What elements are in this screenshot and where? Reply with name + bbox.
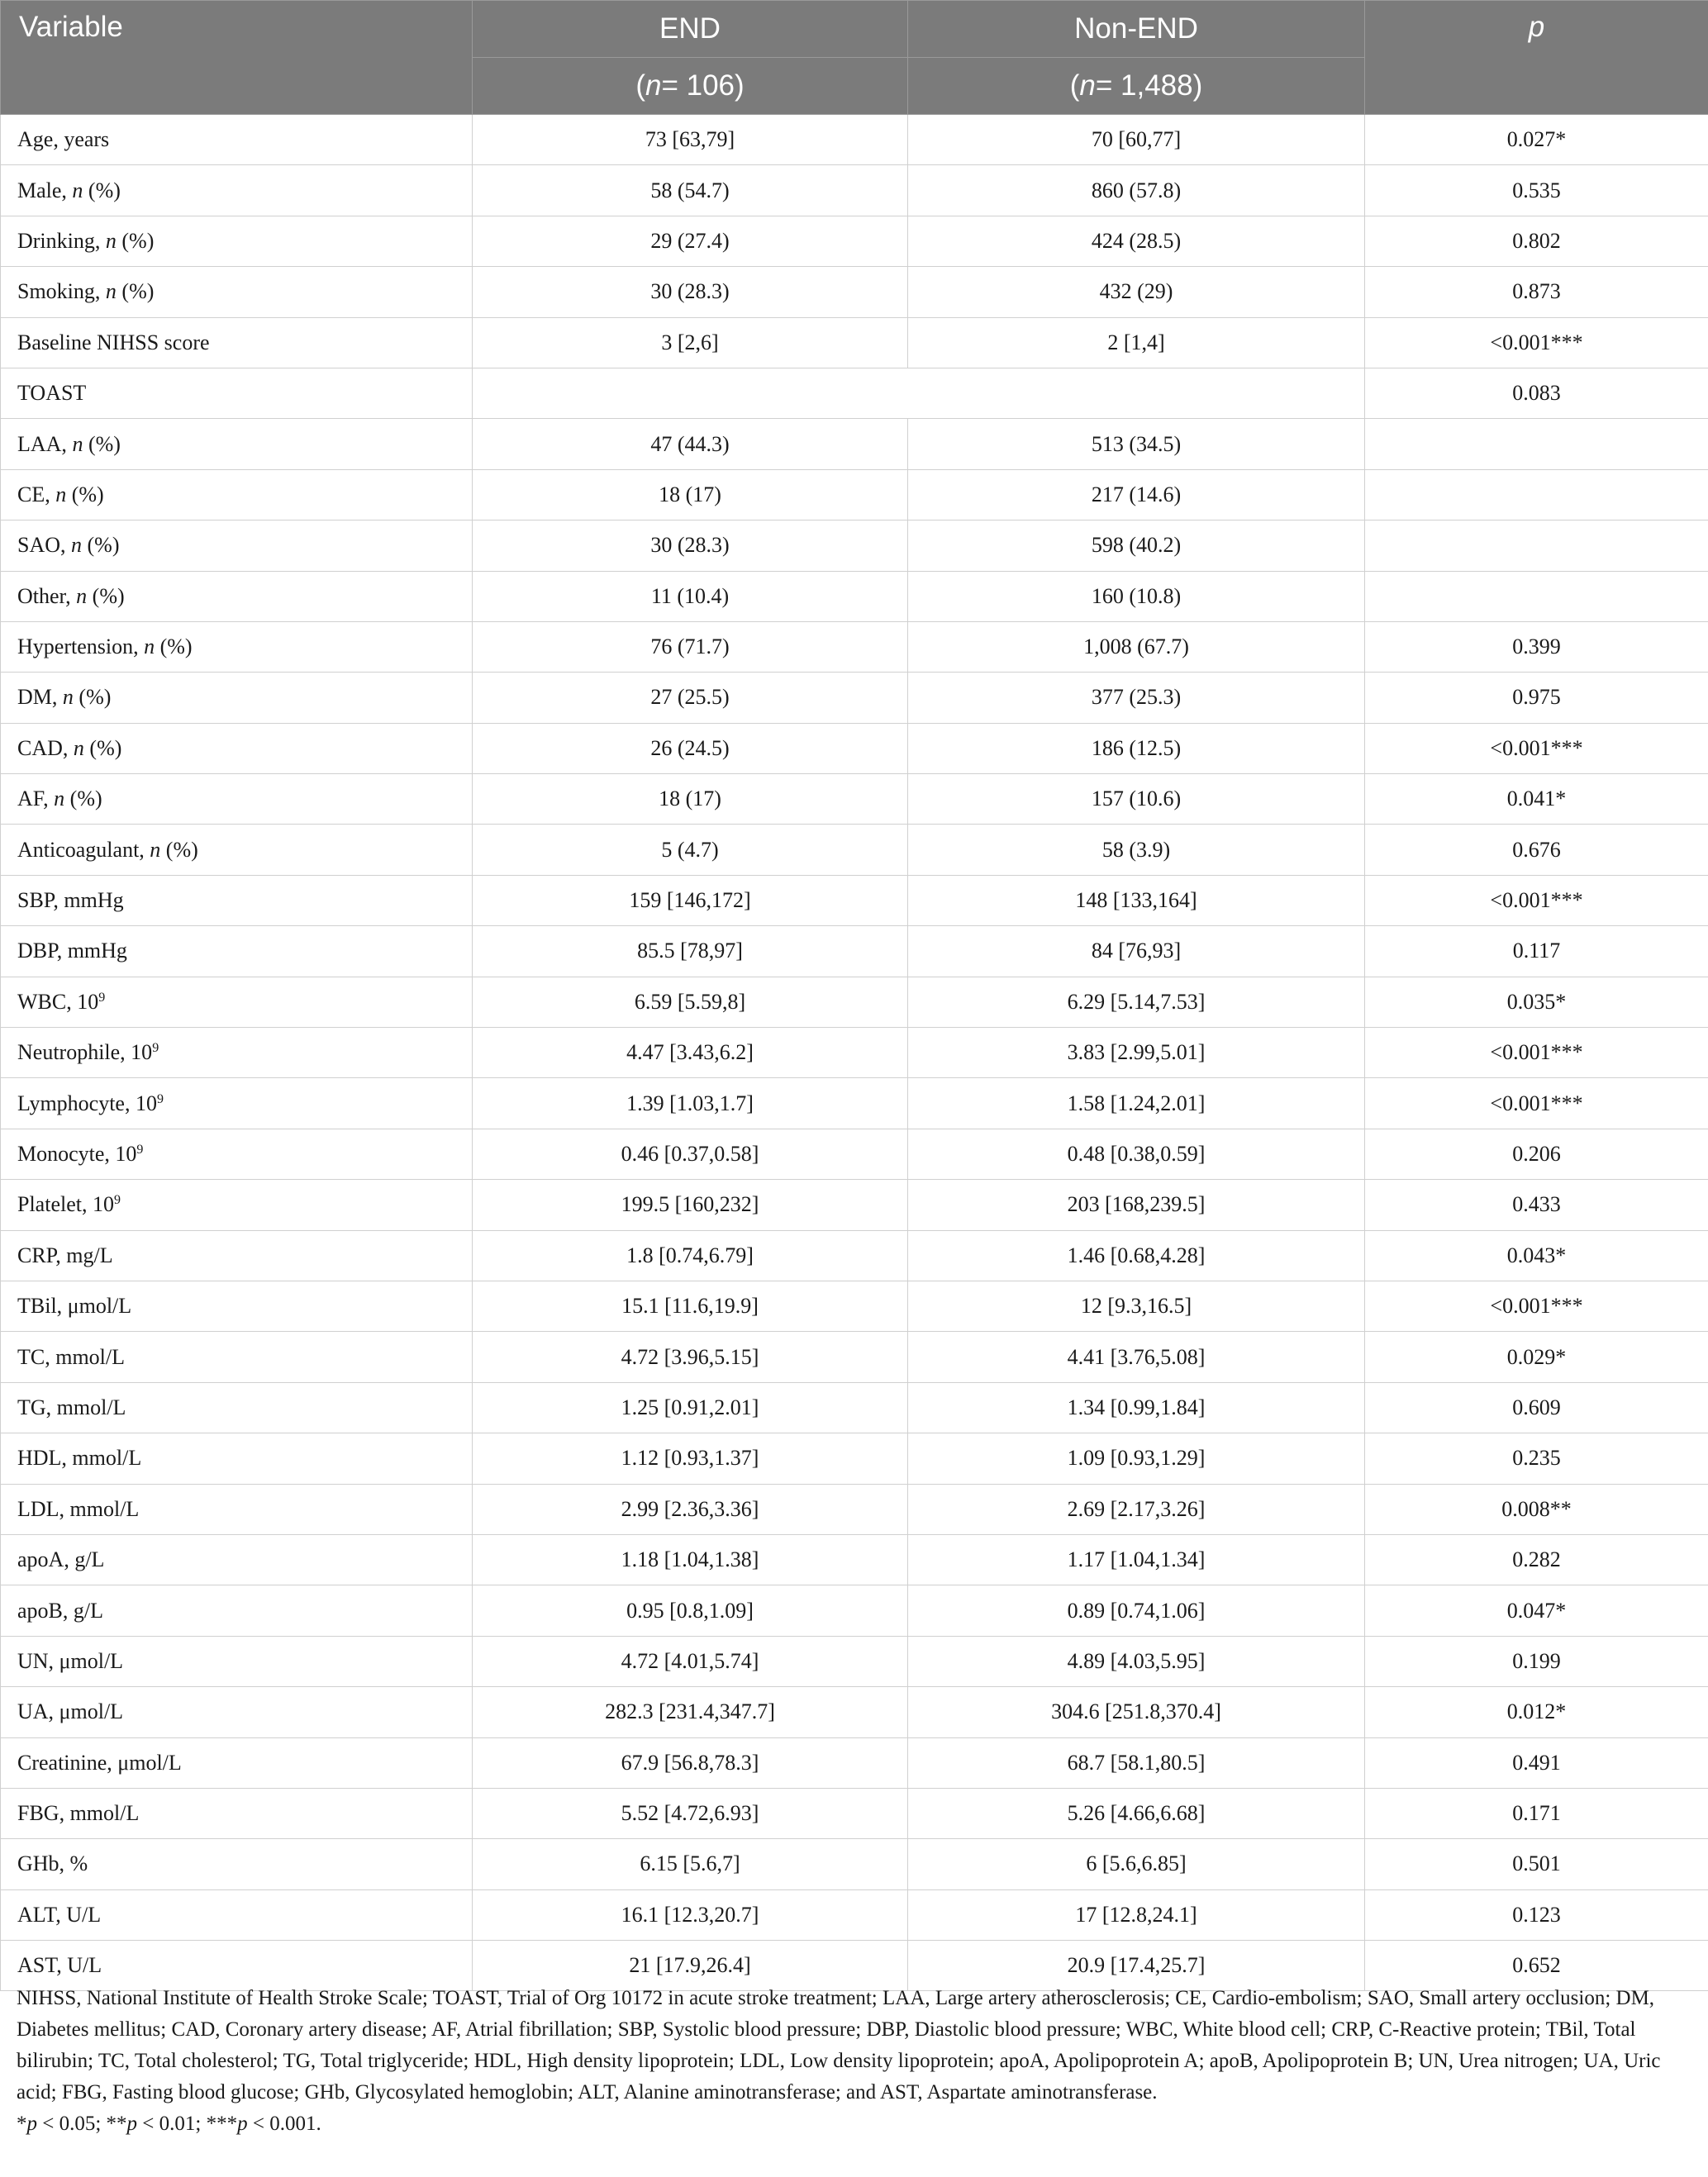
table-row: [1, 1839, 1708, 1889]
cell-variable: [1, 1585, 473, 1636]
cell-non-end: 3.83 [2.99,5.01]: [908, 1028, 1365, 1078]
cell-non-end: 12 [9.3,16.5]: [908, 1281, 1365, 1331]
footnote-abbreviations: NIHSS, National Institute of Health Stroke Scale; TOAST, Trial of Org 10172 in acute stroke treatment; LAA, Large artery atherosclerosis; CE, Cardio-embolism; SAO, Small artery occlusion; DM, Diabetes mellitus; CAD, Coronary artery disease; AF, Atrial fibrillation; SBP, Systolic blood pressure; DBP, Diastolic blood pressure; WBC, White blood cell; CRP, C-Reactive protein; TBil, Total bilirubin; TC, Total cholesterol; TG, Total triglyceride; HDL, High density lipoprotein; LDL, Low density lipoprotein; apoA, Apolipoprotein A; apoB, Apolipoprotein B; UN, Urea nitrogen; UA, Uric acid; FBG, Fasting blood glucose; GHb, Glycosylated hemoglobin; ALT, Alanine aminotransferase; and AST, Aspartate aminotransferase.: [17, 1987, 1661, 2103]
variable-suffix: (%): [87, 583, 125, 608]
cell-p: 0.171: [1365, 1788, 1708, 1838]
cell-non-end: 304.6 [251.8,370.4]: [908, 1687, 1365, 1737]
sig-3-p: p: [237, 2113, 248, 2135]
table-row: [1, 520, 1708, 571]
variable-italic: n: [55, 482, 67, 506]
table-row: [1, 419, 1708, 469]
table-row: [1, 1078, 1708, 1129]
table-row: [1, 368, 1708, 418]
cell-variable: [1, 1636, 473, 1686]
variable-text: GHb, %: [17, 1851, 88, 1876]
table-row: [1, 723, 1708, 773]
cell-end: 58 (54.7): [473, 165, 908, 216]
cell-end: 5 (4.7): [473, 825, 908, 875]
cell-end: 0.95 [0.8,1.09]: [473, 1585, 908, 1636]
cell-variable: [1, 1028, 473, 1078]
cell-p: 0.123: [1365, 1889, 1708, 1940]
cell-variable: [1, 977, 473, 1027]
variable-text: AF,: [17, 787, 55, 811]
cell-variable: [1, 571, 473, 621]
variable-italic: n: [73, 735, 84, 760]
cell-p: <0.001***: [1365, 1078, 1708, 1129]
variable-text: AST, U/L: [17, 1953, 102, 1978]
table-row: [1, 875, 1708, 925]
cell-p: [1365, 571, 1708, 621]
cell-non-end: 17 [12.8,24.1]: [908, 1889, 1365, 1940]
cell-end: 1.25 [0.91,2.01]: [473, 1382, 908, 1433]
table-row: [1, 115, 1708, 165]
table-row: [1, 317, 1708, 368]
cell-p: 0.975: [1365, 673, 1708, 723]
cell-p: [1365, 469, 1708, 520]
variable-suffix: (%): [82, 533, 120, 558]
variable-text: HDL, mmol/L: [17, 1446, 142, 1471]
table-row: [1, 1737, 1708, 1788]
cell-p: 0.609: [1365, 1382, 1708, 1433]
footnote-significance: [17, 2108, 1694, 2140]
variable-suffix: (%): [160, 837, 198, 862]
cell-variable: [1, 774, 473, 825]
cell-end: 85.5 [78,97]: [473, 926, 908, 977]
variable-italic: n: [150, 837, 161, 862]
variable-text: Smoking,: [17, 279, 106, 304]
cell-p: 0.047*: [1365, 1585, 1708, 1636]
header-end: END: [473, 1, 908, 58]
cell-end: 6.15 [5.6,7]: [473, 1839, 908, 1889]
variable-text: Drinking,: [17, 228, 106, 253]
cell-non-end: 20.9 [17.4,25.7]: [908, 1941, 1365, 1991]
header-non-end-n-value: = 1,488: [1095, 69, 1193, 102]
variable-text: SBP, mmHg: [17, 888, 124, 913]
cell-variable: [1, 1484, 473, 1534]
cell-non-end: 5.26 [4.66,6.68]: [908, 1788, 1365, 1838]
variable-text: Lymphocyte, 10: [17, 1091, 157, 1115]
header-non-end-n: (n= 1,488): [908, 58, 1365, 115]
table-row: [1, 774, 1708, 825]
cell-end: 6.59 [5.59,8]: [473, 977, 908, 1027]
cell-end: 4.72 [4.01,5.74]: [473, 1636, 908, 1686]
cell-variable: [1, 115, 473, 165]
cell-p: 0.029*: [1365, 1332, 1708, 1382]
variable-suffix: (%): [116, 279, 155, 304]
cell-merged-empty: [473, 368, 1365, 418]
cell-end: 76 (71.7): [473, 621, 908, 672]
cell-variable: [1, 267, 473, 317]
cell-non-end: 4.89 [4.03,5.95]: [908, 1636, 1365, 1686]
variable-text: DBP, mmHg: [17, 939, 127, 963]
cell-end: 159 [146,172]: [473, 875, 908, 925]
table-row: [1, 977, 1708, 1027]
variable-italic: n: [144, 635, 155, 659]
cell-variable: [1, 1281, 473, 1331]
cell-p: <0.001***: [1365, 1281, 1708, 1331]
cell-end: 1.8 [0.74,6.79]: [473, 1230, 908, 1281]
variable-superscript: 9: [152, 1041, 159, 1056]
variable-text: Platelet, 10: [17, 1192, 114, 1217]
cell-end: 16.1 [12.3,20.7]: [473, 1889, 908, 1940]
cell-p: 0.873: [1365, 267, 1708, 317]
sig-2-star: **: [106, 2113, 127, 2135]
table-row: [1, 1534, 1708, 1585]
cell-non-end: 1.46 [0.68,4.28]: [908, 1230, 1365, 1281]
cell-non-end: 432 (29): [908, 267, 1365, 317]
cell-p: 0.676: [1365, 825, 1708, 875]
variable-suffix: (%): [83, 431, 121, 456]
cell-variable: [1, 1129, 473, 1179]
cell-end: 2.99 [2.36,3.36]: [473, 1484, 908, 1534]
table-row: [1, 1129, 1708, 1179]
variable-text: apoA, g/L: [17, 1547, 105, 1572]
cell-end: 0.46 [0.37,0.58]: [473, 1129, 908, 1179]
variable-text: Hypertension,: [17, 635, 145, 659]
header-p: p: [1365, 1, 1708, 115]
table-row: [1, 1687, 1708, 1737]
cell-non-end: 58 (3.9): [908, 825, 1365, 875]
variable-suffix: (%): [66, 482, 104, 506]
table-row: [1, 469, 1708, 520]
table-row: [1, 1180, 1708, 1230]
cell-p: <0.001***: [1365, 317, 1708, 368]
variable-italic: n: [62, 685, 74, 710]
table-row: [1, 1484, 1708, 1534]
variable-text: TG, mmol/L: [17, 1395, 126, 1419]
cell-variable: [1, 1230, 473, 1281]
cell-non-end: 424 (28.5): [908, 216, 1365, 266]
sig-1-p: p: [26, 2113, 37, 2135]
cell-p: [1365, 419, 1708, 469]
cell-variable: [1, 1534, 473, 1585]
cell-p: 0.035*: [1365, 977, 1708, 1027]
variable-text: WBC, 10: [17, 989, 99, 1014]
cell-non-end: 1,008 (67.7): [908, 621, 1365, 672]
table-row: [1, 825, 1708, 875]
cell-variable: [1, 1078, 473, 1129]
cell-variable: [1, 368, 473, 418]
cell-p: 0.083: [1365, 368, 1708, 418]
cell-variable: [1, 926, 473, 977]
cell-end: 1.18 [1.04,1.38]: [473, 1534, 908, 1585]
sig-2-p: p: [126, 2113, 138, 2135]
variable-suffix: (%): [83, 178, 121, 202]
variable-text: Other,: [17, 583, 77, 608]
table-row: [1, 1889, 1708, 1940]
variable-text: TC, mmol/L: [17, 1344, 125, 1369]
variable-text: TOAST: [17, 381, 87, 406]
cell-variable: [1, 216, 473, 266]
variable-text: Baseline NIHSS score: [17, 330, 210, 354]
cell-p: 0.535: [1365, 165, 1708, 216]
table-row: [1, 673, 1708, 723]
variable-superscript: 9: [136, 1143, 144, 1157]
cell-end: 3 [2,6]: [473, 317, 908, 368]
cell-non-end: 860 (57.8): [908, 165, 1365, 216]
cell-variable: [1, 825, 473, 875]
cell-end: 11 (10.4): [473, 571, 908, 621]
variable-text: SAO,: [17, 533, 72, 558]
cell-p: 0.043*: [1365, 1230, 1708, 1281]
variable-suffix: (%): [64, 787, 102, 811]
sig-1-star: *: [17, 2113, 27, 2135]
cell-non-end: 513 (34.5): [908, 419, 1365, 469]
cell-variable: [1, 469, 473, 520]
header-row-1: [1, 1, 1708, 58]
table-body: [1, 115, 1708, 1991]
cell-p: 0.012*: [1365, 1687, 1708, 1737]
variable-text: UA, μmol/L: [17, 1699, 124, 1724]
cell-non-end: 68.7 [58.1,80.5]: [908, 1737, 1365, 1788]
cell-end: 67.9 [56.8,78.3]: [473, 1737, 908, 1788]
cell-variable: [1, 673, 473, 723]
cell-end: 1.12 [0.93,1.37]: [473, 1433, 908, 1484]
cell-non-end: 1.34 [0.99,1.84]: [908, 1382, 1365, 1433]
table-row: [1, 571, 1708, 621]
cell-non-end: 84 [76,93]: [908, 926, 1365, 977]
cell-non-end: 203 [168,239.5]: [908, 1180, 1365, 1230]
cell-end: 27 (25.5): [473, 673, 908, 723]
cell-non-end: 4.41 [3.76,5.08]: [908, 1332, 1365, 1382]
variable-italic: n: [72, 431, 83, 456]
cell-non-end: 0.48 [0.38,0.59]: [908, 1129, 1365, 1179]
table-row: [1, 1382, 1708, 1433]
header-end-n-symbol: n: [645, 69, 662, 102]
cell-end: 4.47 [3.43,6.2]: [473, 1028, 908, 1078]
table-row: [1, 1028, 1708, 1078]
cell-variable: [1, 1180, 473, 1230]
sig-1-val: < 0.05;: [37, 2113, 107, 2135]
cell-non-end: 2.69 [2.17,3.26]: [908, 1484, 1365, 1534]
cell-variable: [1, 875, 473, 925]
cell-non-end: 6 [5.6,6.85]: [908, 1839, 1365, 1889]
cell-end: 4.72 [3.96,5.15]: [473, 1332, 908, 1382]
variable-italic: n: [76, 583, 88, 608]
table-footnote: [17, 1983, 1694, 2140]
cell-non-end: 186 (12.5): [908, 723, 1365, 773]
cell-non-end: 1.58 [1.24,2.01]: [908, 1078, 1365, 1129]
cell-non-end: 217 (14.6): [908, 469, 1365, 520]
table-row: [1, 1585, 1708, 1636]
cell-end: 1.39 [1.03,1.7]: [473, 1078, 908, 1129]
variable-italic: n: [54, 787, 65, 811]
cell-end: 29 (27.4): [473, 216, 908, 266]
variable-text: Creatinine, μmol/L: [17, 1750, 182, 1775]
cell-end: 15.1 [11.6,19.9]: [473, 1281, 908, 1331]
cell-p: 0.399: [1365, 621, 1708, 672]
cell-end: 30 (28.3): [473, 520, 908, 571]
cell-non-end: 377 (25.3): [908, 673, 1365, 723]
variable-text: Monocyte, 10: [17, 1142, 137, 1166]
cell-p: 0.008**: [1365, 1484, 1708, 1534]
header-end-n: (n= 106): [473, 58, 908, 115]
table-row: [1, 267, 1708, 317]
cell-variable: [1, 723, 473, 773]
cell-p: 0.433: [1365, 1180, 1708, 1230]
variable-text: apoB, g/L: [17, 1598, 103, 1623]
cell-variable: [1, 1382, 473, 1433]
variable-text: Age, years: [17, 127, 110, 152]
cell-p: <0.001***: [1365, 875, 1708, 925]
cell-non-end: 1.09 [0.93,1.29]: [908, 1433, 1365, 1484]
variable-text: Anticoagulant,: [17, 837, 150, 862]
cell-p: 0.117: [1365, 926, 1708, 977]
cell-non-end: 598 (40.2): [908, 520, 1365, 571]
cell-p: 0.491: [1365, 1737, 1708, 1788]
cell-end: 18 (17): [473, 774, 908, 825]
variable-text: LAA,: [17, 431, 73, 456]
variable-text: LDL, mmol/L: [17, 1496, 140, 1521]
variable-italic: n: [105, 279, 117, 304]
cell-variable: [1, 1332, 473, 1382]
cell-end: 282.3 [231.4,347.7]: [473, 1687, 908, 1737]
sig-3-val: < 0.001.: [247, 2113, 321, 2135]
variable-text: CE,: [17, 482, 56, 506]
variable-superscript: 9: [98, 990, 106, 1005]
variable-suffix: (%): [83, 735, 122, 760]
sig-3-star: ***: [206, 2113, 238, 2135]
cell-variable: [1, 1889, 473, 1940]
table-row: [1, 1281, 1708, 1331]
cell-variable: [1, 1433, 473, 1484]
variable-superscript: 9: [156, 1091, 164, 1106]
cell-p: 0.199: [1365, 1636, 1708, 1686]
variable-text: DM,: [17, 685, 63, 710]
table-row: [1, 216, 1708, 266]
cell-p: 0.652: [1365, 1941, 1708, 1991]
header-non-end-n-symbol: n: [1079, 69, 1096, 102]
cell-variable: [1, 317, 473, 368]
cell-end: 47 (44.3): [473, 419, 908, 469]
table-row: [1, 1636, 1708, 1686]
variable-text: CRP, mg/L: [17, 1243, 113, 1267]
sig-2-val: < 0.01;: [137, 2113, 207, 2135]
cell-p: 0.802: [1365, 216, 1708, 266]
table-header: [1, 1, 1708, 115]
variable-text: UN, μmol/L: [17, 1648, 124, 1673]
cell-variable: [1, 1737, 473, 1788]
cell-non-end: 157 (10.6): [908, 774, 1365, 825]
variable-text: Neutrophile, 10: [17, 1040, 153, 1065]
table-row: [1, 1332, 1708, 1382]
cell-end: 18 (17): [473, 469, 908, 520]
cell-end: 5.52 [4.72,6.93]: [473, 1788, 908, 1838]
cell-variable: [1, 621, 473, 672]
variable-italic: n: [71, 533, 83, 558]
header-end-n-value: = 106: [661, 69, 735, 102]
cell-non-end: 6.29 [5.14,7.53]: [908, 977, 1365, 1027]
cell-variable: [1, 520, 473, 571]
cell-non-end: 70 [60,77]: [908, 115, 1365, 165]
variable-superscript: 9: [113, 1193, 121, 1208]
table-row: [1, 1230, 1708, 1281]
cell-non-end: 0.89 [0.74,1.06]: [908, 1585, 1365, 1636]
cell-end: 30 (28.3): [473, 267, 908, 317]
cell-p: 0.027*: [1365, 115, 1708, 165]
table-row: [1, 1433, 1708, 1484]
cell-p: 0.235: [1365, 1433, 1708, 1484]
cell-p: 0.501: [1365, 1839, 1708, 1889]
cell-p: 0.282: [1365, 1534, 1708, 1585]
cell-variable: [1, 1687, 473, 1737]
cell-p: [1365, 520, 1708, 571]
variable-text: FBG, mmol/L: [17, 1801, 140, 1826]
cell-p: 0.206: [1365, 1129, 1708, 1179]
cell-non-end: 148 [133,164]: [908, 875, 1365, 925]
variable-suffix: (%): [73, 685, 112, 710]
cell-end: 26 (24.5): [473, 723, 908, 773]
cell-variable: [1, 1788, 473, 1838]
cell-end: 199.5 [160,232]: [473, 1180, 908, 1230]
cell-non-end: 160 (10.8): [908, 571, 1365, 621]
table-row: [1, 926, 1708, 977]
cell-p: <0.001***: [1365, 1028, 1708, 1078]
variable-italic: n: [105, 228, 117, 253]
cell-variable: [1, 1839, 473, 1889]
table-row: [1, 621, 1708, 672]
header-variable: Variable: [1, 1, 473, 115]
cell-variable: [1, 165, 473, 216]
cell-end: 21 [17.9,26.4]: [473, 1941, 908, 1991]
cell-non-end: 2 [1,4]: [908, 317, 1365, 368]
variable-suffix: (%): [155, 635, 193, 659]
cell-p: <0.001***: [1365, 723, 1708, 773]
variable-text: Male,: [17, 178, 73, 202]
cell-end: 73 [63,79]: [473, 115, 908, 165]
variable-text: CAD,: [17, 735, 74, 760]
table-row: [1, 165, 1708, 216]
variable-text: TBil, μmol/L: [17, 1294, 132, 1319]
table-row: [1, 1788, 1708, 1838]
variable-text: ALT, U/L: [17, 1902, 102, 1927]
cell-variable: [1, 419, 473, 469]
variable-suffix: (%): [116, 228, 155, 253]
cell-non-end: 1.17 [1.04,1.34]: [908, 1534, 1365, 1585]
header-non-end: Non-END: [908, 1, 1365, 58]
variable-italic: n: [72, 178, 83, 202]
cell-p: 0.041*: [1365, 774, 1708, 825]
